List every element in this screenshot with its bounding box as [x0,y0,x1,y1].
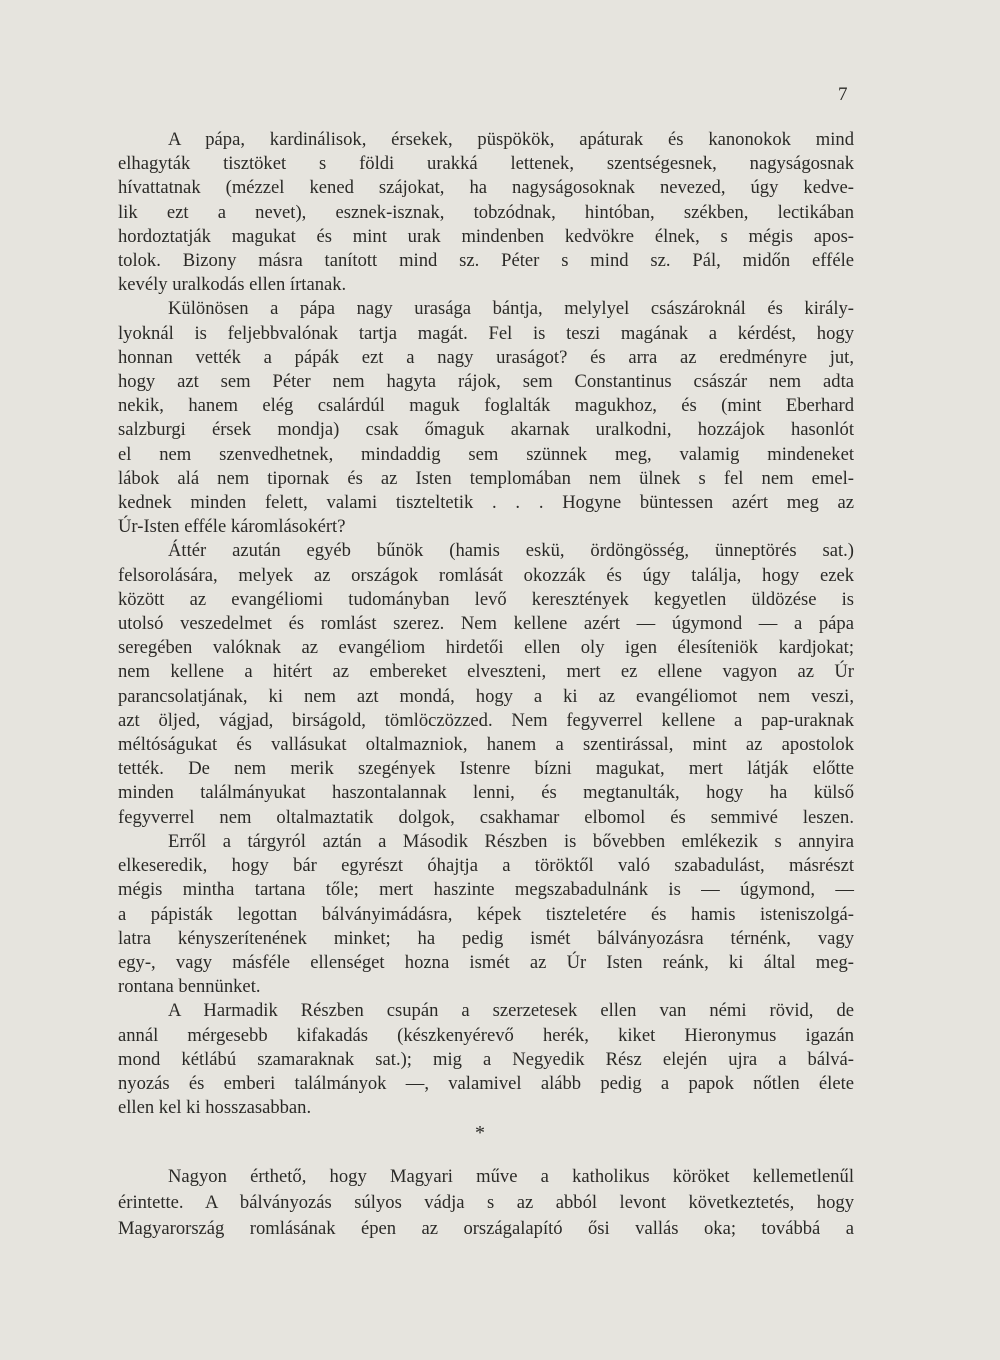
page-number: 7 [838,84,848,105]
paragraph [118,539,854,829]
text-line: a pápisták legottan bálványimádásra, képek tiszteletére és hamis isteniszolgá- [118,903,854,925]
text-line: A pápa, kardinálisok, érsekek, püspökök, apáturak és kanonokok mind [168,129,854,150]
paragraph [118,128,854,297]
text-line: érintette. A bálványozás súlyos vádja s az abból levont következtetés, hogy [118,1192,854,1213]
text-line: Különösen a pápa nagy urasága bántja, melylyel császároknál és király- [168,298,854,320]
text-line: Nagyon érthető, hogy Magyari műve a katholikus köröket kellemetlenűl [168,1166,854,1187]
text-line: mond kétlábú szamaraknak sat.); mig a Negyedik Rész elején ujra a bálvá- [118,1048,854,1070]
text-line: Magyarország romlásának épen az országalapító ősi vallás oka; továbbá a [118,1218,854,1239]
text-line: fegyverrel nem oltalmaztatik dolgok, csakhamar elbomol és semmivé leszen. [118,806,854,828]
text-line: honnan vették a pápák ezt a nagy uraságot? és arra az eredményre jut, [118,346,854,368]
text-line: Úr-Isten efféle káromlásokért? [118,516,346,538]
text-line: seregében valóknak az evangéliom hirdetői ellen oly igen élesíteniök kardjokat; [118,637,854,659]
text-line: kevély uralkodás ellen írtanak. [118,274,347,296]
paragraph [118,999,854,1120]
text-line: el nem szenvedhetnek, mindaddig sem szünnek meg, valamig mindeneket [118,443,854,465]
text-line: mégis mintha tartana tőle; mert haszinte megszabadulnánk is — úgymond, — [118,879,854,901]
text-line: annál mérgesebb kifakadás (készkenyérevő herék, kiket Hieronymus igazán [118,1024,854,1046]
page-body-text [118,128,854,1120]
text-line: Erről a tárgyról aztán a Második Részben is bővebben emlékezik s annyira [168,830,854,852]
text-line: nem kellene a hitért az embereket elveszteni, mert ez ellene vagyon az Úr [118,661,854,683]
text-line: ellen kel ki hosszasabban. [118,1097,312,1119]
text-line: utolsó veszedelmet és romlást szerez. Nem kellene azért — úgymond — a pápa [118,613,854,635]
text-line: nekik, hanem elég csalárdúl maguk foglalták magukhoz, és (mint Eberhard [118,395,854,417]
text-line: felsorolására, melyek az országok romlását okozzák és úgy találja, hogy ezek [118,564,854,586]
text-line: Áttér azután egyéb bűnök (hamis eskü, ördöngösség, ünneptörés sat.) [168,540,854,562]
text-line: A Harmadik Részben csupán a szerzetesek ellen van némi rövid, de [168,1000,854,1022]
text-line: között az evangéliomi tudományban levő keresztények kegyetlen üldözése is [118,588,854,610]
paragraph [118,297,854,539]
text-line: egy-, vagy másféle ellenséget hozna ismét az Úr Isten reánk, ki által meg- [118,951,854,973]
text-line: nyozás és emberi találmányok —, valamivel alább pedig a papok nőtlen élete [118,1072,854,1094]
text-line: lábok alá nem tipornak és az Isten templomában nem ülnek s fel nem emel- [118,467,854,489]
text-line: hívattatnak (mézzel kened szájokat, ha nagyságosoknak nevezed, úgy kedve- [118,177,854,199]
closing-paragraph [118,1164,854,1242]
text-line: hogy azt sem Péter nem hagyta rájok, sem Constantinus császár nem adta [118,371,854,393]
text-line: méltóságukat és vallásukat oltalmazniok, hanem a szentirással, mint az apostolok [118,734,854,756]
text-line: tették. De nem merik szegények Istenre bízni magukat, mert látják előtte [118,758,854,780]
text-line: lyoknál is feljebbvalónak tartja magát. Fel is teszi magának a kérdést, hogy [118,322,854,344]
text-line: azt öljed, vágjad, birságold, tömlöczözzed. Nem fegyverrel kellene a pap-uraknak [118,709,854,731]
text-line: minden találmányukat haszontalannak lenni, és megtanulták, hogy ha külső [118,782,854,804]
paragraph [118,830,854,999]
text-line: rontana bennünket. [118,976,261,998]
text-line: elkeseredik, hogy bár egyrészt óhajtja a töröktől való szabadulást, másrészt [118,855,854,877]
text-line: salzburgi érsek mondja) csak őmaguk akarnak uralkodni, hozzájok hasonlót [118,419,854,441]
text-line: lik ezt a nevet), esznek-isznak, tobzódnak, hintóban, székben, lectikában [118,201,854,223]
text-line: hordoztatják magukat és mint urak mindenben kedvökre élnek, s mégis apos- [118,225,854,247]
section-separator-asterisk: * [475,1122,485,1144]
text-line: tolok. Bizony másra tanított mind sz. Péter s mind sz. Pál, midőn efféle [118,250,854,272]
text-line: parancsolatjának, ki nem azt mondá, hogy a ki az evangéliomot nem veszi, [118,685,854,707]
text-line: kednek minden felett, valami tiszteltetik . . . Hogyne büntessen azért meg az [118,492,854,514]
text-line: elhagyták tisztöket s földi urakká lettenek, szentségesnek, nagyságosnak [118,153,854,175]
text-line: latra kényszerítenének minket; ha pedig ismét bálványozásra térnénk, vagy [118,927,854,949]
